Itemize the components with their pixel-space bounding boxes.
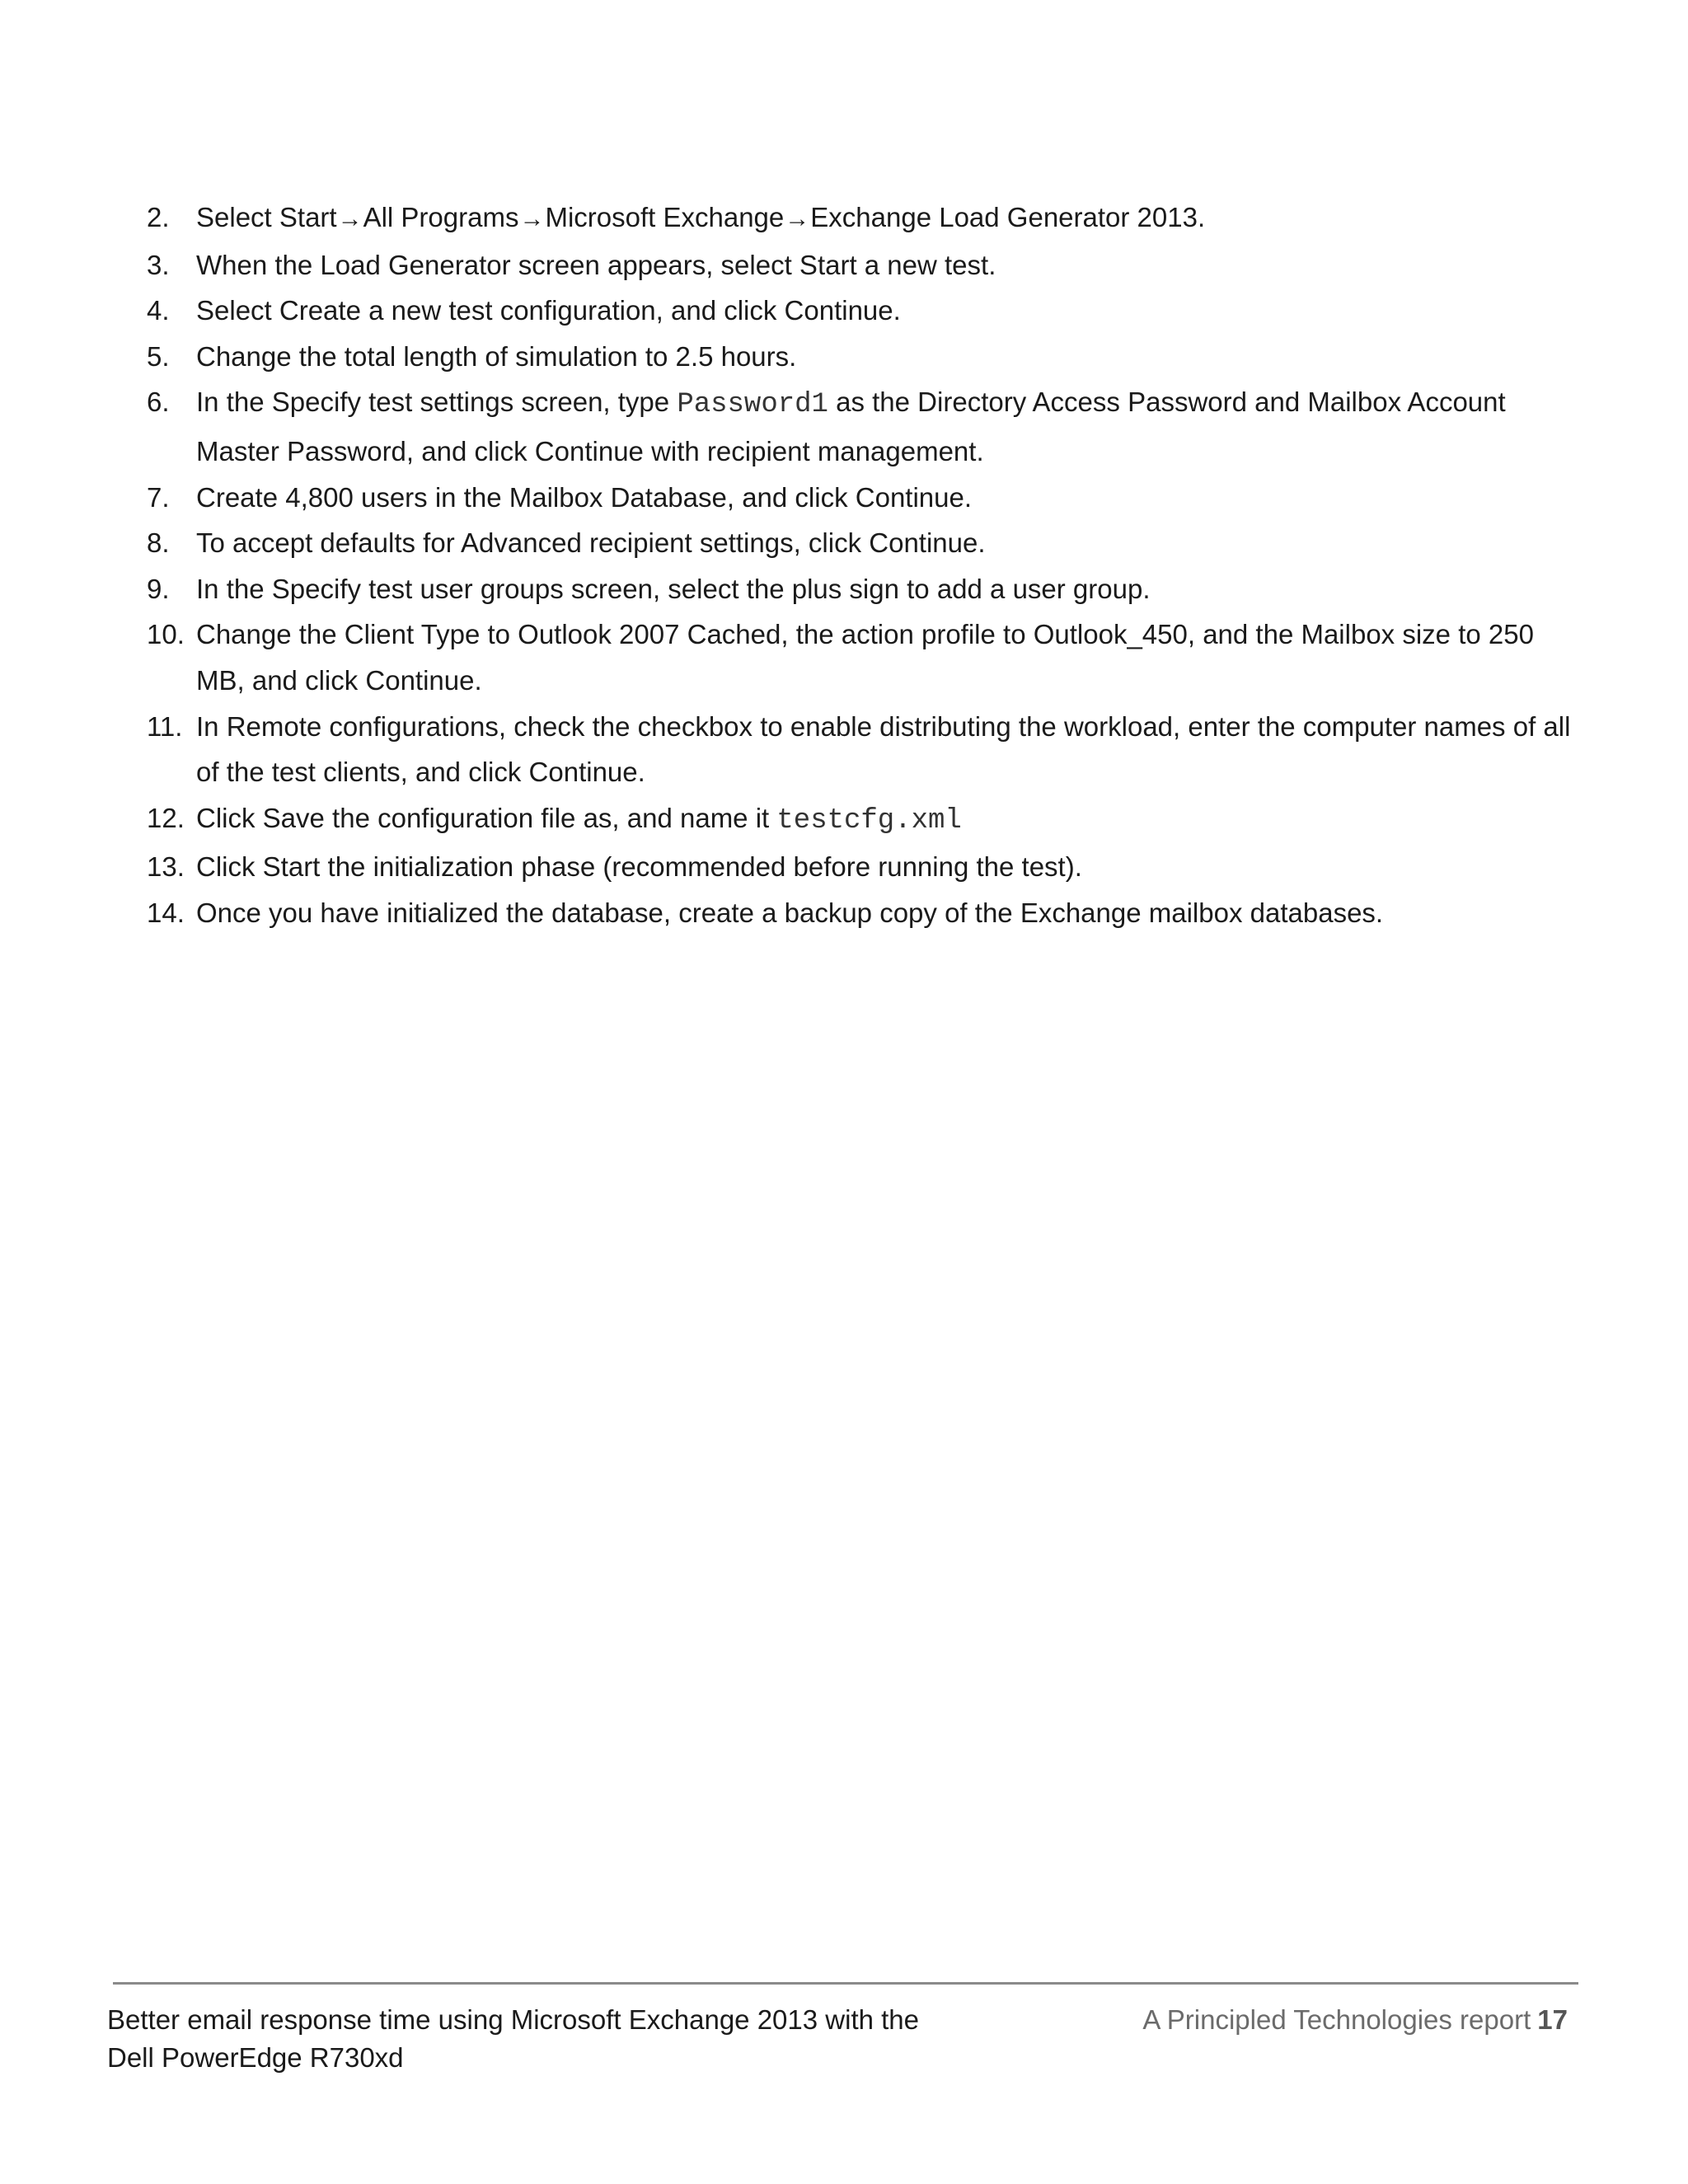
step-number: 13. [147, 851, 185, 883]
step-number: 3. [147, 249, 170, 280]
step-item [147, 334, 1581, 380]
step-number: 12. [147, 802, 185, 833]
code-password: Password1 [677, 389, 828, 421]
step-text: Change the Client Type to Outlook 2007 Cached, the action profile to Outlook_450, and the Mailbox size to 250 MB, and click Continue. [196, 619, 1534, 696]
step-text: Create 4,800 users in the Mailbox Database, and click Continue. [196, 481, 973, 513]
step-text: In the Specify test user groups screen, select the plus sign to add a user group. [196, 573, 1151, 604]
step-text-after: as the Directory Access Password and Mailbox Account Master Password, and click Continue with recipient management. [196, 387, 1506, 466]
menu-path-segment: Microsoft Exchange [545, 202, 785, 232]
step-text [196, 202, 1205, 232]
step-item [147, 795, 1581, 845]
step-list [147, 194, 1581, 936]
step-item [147, 288, 1581, 334]
step-text: In Remote configurations, check the checkbox to enable distributing the workload, enter the computer names of all of the test clients, and click Continue. [196, 710, 1571, 788]
step-number: 5. [147, 340, 170, 372]
arrow-right-icon: → [519, 205, 545, 232]
step-number: 9. [147, 573, 170, 604]
step-number: 6. [147, 387, 170, 418]
step-number: 7. [147, 481, 170, 513]
step-number: 14. [147, 897, 185, 928]
step-item [147, 242, 1581, 288]
footer-title-line: Better email response time using Microsoft Exchange 2013 with the [107, 2004, 920, 2035]
step-number: 4. [147, 295, 170, 326]
code-filename: testcfg.xml [776, 804, 962, 837]
step-number: 10. [147, 619, 185, 650]
step-text: Click Start the initialization phase (recommended before running the test). [196, 851, 1082, 883]
step-item [147, 566, 1581, 612]
step-text-before: Click Save the configuration file as, and name it [196, 802, 777, 833]
report-publisher-label: A Principled Technologies report [1142, 2004, 1531, 2035]
step-item [147, 194, 1581, 242]
step-item [147, 520, 1581, 566]
step-text [196, 387, 1506, 466]
step-text: Change the total length of simulation to 2.5 hours. [196, 340, 797, 372]
step-item [147, 379, 1581, 474]
step-item [147, 844, 1581, 890]
footer-title-line: Dell PowerEdge R730xd [107, 2042, 404, 2073]
step-text: To accept defaults for Advanced recipient settings, click Continue. [196, 527, 986, 559]
arrow-right-icon: → [785, 205, 810, 232]
step-text: Once you have initialized the database, create a backup copy of the Exchange mailbox databases. [196, 897, 1384, 928]
step-text [196, 802, 962, 837]
step-item [147, 475, 1581, 521]
step-item [147, 890, 1581, 936]
step-item [147, 612, 1581, 703]
page-number: 17 [1537, 2004, 1568, 2035]
menu-path-segment: Exchange Load Generator 2013. [810, 202, 1206, 232]
step-text: When the Load Generator screen appears, select Start a new test. [196, 249, 996, 280]
step-number: 11. [147, 710, 183, 742]
step-item [147, 704, 1581, 795]
step-text: Select Create a new test configuration, and click Continue. [196, 295, 901, 326]
footer-report-label [1142, 2001, 1568, 2039]
arrow-right-icon: → [337, 205, 363, 232]
step-text-before: In the Specify test settings screen, type [196, 387, 678, 418]
step-number: 8. [147, 527, 170, 559]
menu-path-segment: All Programs [363, 202, 519, 232]
menu-path-segment: Select Start [196, 202, 337, 232]
footer-divider [113, 1982, 1578, 1985]
step-number: 2. [147, 202, 170, 232]
footer-report-title [107, 2001, 1014, 2077]
